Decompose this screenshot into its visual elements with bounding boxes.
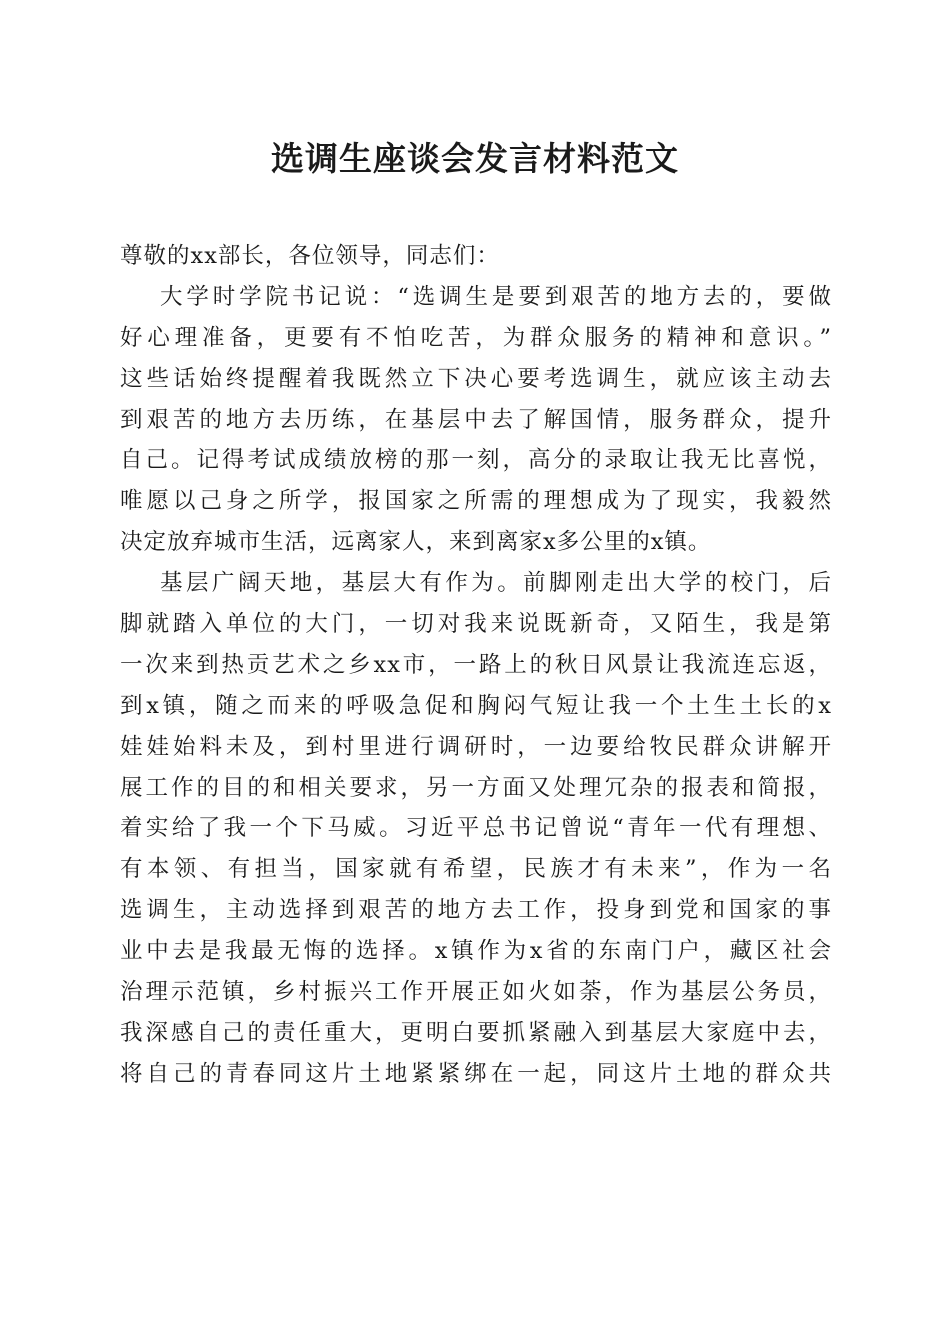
document-title: 选调生座谈会发言材料范文 [271,139,679,178]
paragraph-1-line: 自己。记得考试成绩放榜的那一刻，高分的录取让我无比喜悦， [120,447,832,474]
paragraph-1-line: 决定放弃城市生活，远离家人，来到离家x多公里的x镇。 [120,529,712,556]
paragraph-1-line: 大学时学院书记说：“选调生是要到艰苦的地方去的，要做 [160,283,832,310]
paragraph-2-line: 娃娃始料未及，到村里进行调研时，一边要给牧民群众讲解开 [120,733,832,760]
paragraph-2-line: 脚就踏入单位的大门，一切对我来说既新奇，又陌生，我是第 [120,611,832,638]
paragraph-2-line: 一次来到热贡艺术之乡xx市，一路上的秋日风景让我流连忘返， [120,651,832,678]
paragraph-2-line: 到x镇，随之而来的呼吸急促和胸闷气短让我一个土生土长的x [120,692,832,719]
paragraph-1-line: 唯愿以己身之所学，报国家之所需的理想成为了现实，我毅然 [120,488,832,515]
paragraph-2-line: 将自己的青春同这片土地紧紧绑在一起，同这片土地的群众共 [120,1060,832,1087]
paragraph-2-line: 选调生，主动选择到艰苦的地方去工作，投身到党和国家的事 [120,897,832,924]
paragraph-2-line: 业中去是我最无悔的选择。x镇作为x省的东南门户，藏区社会 [120,938,832,965]
paragraph-2-line: 展工作的目的和相关要求，另一方面又处理冗杂的报表和简报， [120,774,832,801]
paragraph-2-line: 我深感自己的责任重大，更明白要抓紧融入到基层大家庭中去， [120,1019,832,1046]
greeting-line: 尊敬的xx部长，各位领导，同志们： [120,243,500,269]
paragraph-1-line: 到艰苦的地方去历练，在基层中去了解国情，服务群众，提升 [120,406,832,433]
paragraph-2-line: 有本领、有担当，国家就有希望，民族才有未来”，作为一名 [120,856,832,883]
paragraph-2-line: 基层广阔天地，基层大有作为。前脚刚走出大学的校门，后 [160,570,832,597]
document-body [120,236,832,1095]
paragraph-1-line: 好心理准备，更要有不怕吃苦，为群众服务的精神和意识。” [120,324,832,351]
paragraph-1-line: 这些话始终提醒着我既然立下决心要考选调生，就应该主动去 [120,365,832,392]
paragraph-2-line: 治理示范镇，乡村振兴工作开展正如火如荼，作为基层公务员， [120,979,832,1006]
paragraph-2-line: 着实给了我一个下马威。习近平总书记曾说“青年一代有理想、 [120,815,832,842]
